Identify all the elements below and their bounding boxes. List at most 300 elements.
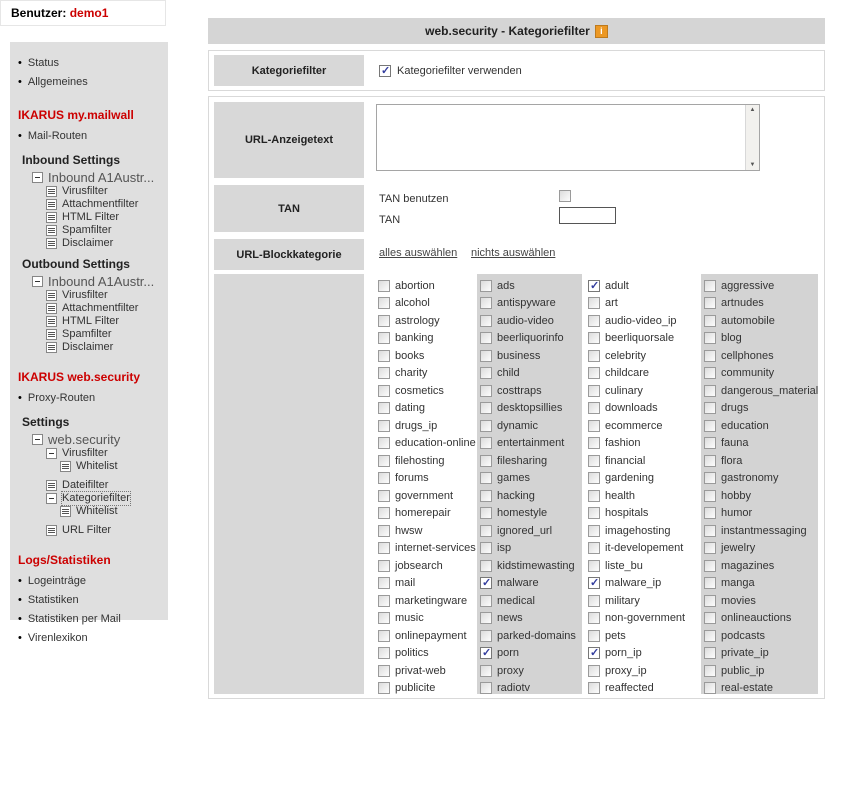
sidebar-item-inbound-settings [22, 153, 168, 167]
category-checkbox-mail[interactable] [378, 577, 390, 589]
tan-input[interactable] [559, 207, 616, 224]
category-checkbox-movies[interactable] [704, 595, 716, 607]
category-row [477, 627, 582, 645]
sidebar-item-label: Settings [22, 415, 70, 429]
sidebar-item-disclaimer[interactable] [46, 341, 168, 354]
textarea-scrollbar[interactable] [745, 105, 759, 170]
category-label: manga [721, 577, 755, 590]
category-checkbox-education-online[interactable] [378, 437, 390, 449]
category-row [585, 627, 698, 645]
info-icon[interactable]: i [595, 25, 608, 38]
category-row [375, 557, 474, 575]
category-label: filehosting [395, 454, 445, 467]
category-checkbox-proxy[interactable] [480, 665, 492, 677]
blockkategorie-label-spacer [214, 274, 364, 694]
category-checkbox-community[interactable] [704, 367, 716, 379]
category-checkbox-alcohol[interactable] [378, 297, 390, 309]
category-checkbox-gastronomy[interactable] [704, 472, 716, 484]
sidebar-item-label: Whitelist [76, 505, 118, 517]
category-row [477, 435, 582, 453]
category-checkbox-manga[interactable] [704, 577, 716, 589]
category-row [375, 627, 474, 645]
sidebar-item-label: Virusfilter [62, 289, 108, 301]
sidebar-item-virusfilter[interactable] [46, 447, 168, 460]
category-row [477, 540, 582, 558]
username: demo1 [69, 6, 109, 20]
category-checkbox-automobile[interactable] [704, 315, 716, 327]
category-row [477, 505, 582, 523]
category-label: humor [721, 507, 753, 520]
category-checkbox-radiotv[interactable] [480, 682, 492, 694]
sidebar-item-label: Whitelist [76, 460, 118, 472]
category-row [701, 417, 818, 435]
sidebar-item-statistiken[interactable] [18, 591, 168, 610]
sidebar-item-label: Spamfilter [62, 328, 112, 340]
list-icon[interactable] [46, 212, 57, 223]
url-blockkategorie-label: URL-Blockkategorie [214, 239, 364, 270]
category-checkbox-charity[interactable] [378, 367, 390, 379]
category-label: drugs_ip [395, 419, 438, 432]
category-checkbox-antispyware[interactable] [480, 297, 492, 309]
category-row [701, 487, 818, 505]
category-checkbox-it-developement[interactable] [588, 542, 600, 554]
category-checkbox-adult[interactable] [588, 280, 600, 292]
category-checkbox-beerliquorsale[interactable] [588, 332, 600, 344]
category-label: beerliquorsale [605, 332, 675, 345]
category-row [375, 592, 474, 610]
category-row [477, 417, 582, 435]
category-row [477, 365, 582, 383]
collapse-icon[interactable] [32, 172, 43, 183]
category-row [477, 522, 582, 540]
category-row [477, 400, 582, 418]
category-label: games [497, 472, 531, 485]
sidebar-item-label: Statistiken [27, 594, 79, 606]
category-label: community [721, 367, 775, 380]
sidebar-item-label: Disclaimer [62, 237, 114, 249]
category-checkbox-parked-domains[interactable] [480, 630, 492, 642]
sidebar-item-virusfilter[interactable] [46, 289, 168, 302]
category-checkbox-drugs-ip[interactable] [378, 420, 390, 432]
category-checkbox-books[interactable] [378, 350, 390, 362]
category-label: ads [497, 279, 515, 292]
category-row [585, 330, 698, 348]
category-checkbox-audio-video-ip[interactable] [588, 315, 600, 327]
category-checkbox-hobby[interactable] [704, 490, 716, 502]
category-label: jobsearch [395, 559, 443, 572]
category-row [701, 680, 818, 698]
category-row [701, 347, 818, 365]
category-checkbox-banking[interactable] [378, 332, 390, 344]
category-label: proxy_ip [605, 664, 647, 677]
category-checkbox-fashion[interactable] [588, 437, 600, 449]
category-checkbox-isp[interactable] [480, 542, 492, 554]
category-checkbox-ads[interactable] [480, 280, 492, 292]
sidebar-item-virusfilter[interactable] [46, 185, 168, 198]
sidebar-item-label: Mail-Routen [27, 130, 88, 142]
category-label: radiotv [497, 682, 531, 695]
category-checkbox-publicite[interactable] [378, 682, 390, 694]
category-row [375, 487, 474, 505]
category-label: ecommerce [605, 419, 663, 432]
sidebar-item-label: Virusfilter [62, 447, 108, 459]
category-checkbox-dynamic[interactable] [480, 420, 492, 432]
category-checkbox-gardening[interactable] [588, 472, 600, 484]
tan-benutzen-checkbox[interactable] [559, 190, 571, 202]
sidebar-item-status[interactable] [18, 54, 168, 73]
category-checkbox-onlinepayment[interactable] [378, 630, 390, 642]
category-checkbox-filesharing[interactable] [480, 455, 492, 467]
category-checkbox-malware-ip[interactable] [588, 577, 600, 589]
category-row [375, 680, 474, 698]
category-row [375, 470, 474, 488]
settings-section [208, 96, 825, 699]
category-checkbox-real-estate[interactable] [704, 682, 716, 694]
category-row [477, 487, 582, 505]
sidebar-item-virenlexikon[interactable] [18, 629, 168, 648]
category-row [477, 557, 582, 575]
category-checkbox-audio-video[interactable] [480, 315, 492, 327]
category-label: news [497, 612, 523, 625]
category-row [701, 365, 818, 383]
category-row [585, 435, 698, 453]
category-checkbox-kidstimewasting[interactable] [480, 560, 492, 572]
category-label: cosmetics [395, 384, 444, 397]
category-checkbox-porn[interactable] [480, 647, 492, 659]
sidebar-item-logeintr-ge[interactable] [18, 572, 168, 591]
category-checkbox-forums[interactable] [378, 472, 390, 484]
category-checkbox-financial[interactable] [588, 455, 600, 467]
sidebar-item-url-filter[interactable] [46, 524, 168, 537]
category-label: culinary [605, 384, 643, 397]
collapse-icon[interactable] [46, 493, 57, 504]
category-checkbox-culinary[interactable] [588, 385, 600, 397]
category-row [585, 522, 698, 540]
category-checkbox-blog[interactable] [704, 332, 716, 344]
category-row [477, 295, 582, 313]
category-row [585, 347, 698, 365]
category-checkbox-games[interactable] [480, 472, 492, 484]
category-label: real-estate [721, 682, 773, 695]
category-checkbox-childcare[interactable] [588, 367, 600, 379]
category-checkbox-politics[interactable] [378, 647, 390, 659]
category-label: mail [395, 577, 416, 590]
category-checkbox-medical[interactable] [480, 595, 492, 607]
sidebar-item-mail-routen[interactable] [18, 127, 168, 146]
category-row [585, 312, 698, 330]
category-checkbox-flora[interactable] [704, 455, 716, 467]
sidebar-item-inbound-a1austr[interactable] [32, 169, 168, 185]
category-label: forums [395, 472, 429, 485]
category-row [585, 592, 698, 610]
category-label: military [605, 594, 640, 607]
sidebar-item-label: Logs/Statistiken [18, 553, 111, 567]
category-checkbox-beerliquorinfo[interactable] [480, 332, 492, 344]
sidebar-item-outbound-settings [22, 257, 168, 271]
sidebar-nav [10, 42, 168, 644]
category-checkbox-homerepair[interactable] [378, 507, 390, 519]
category-row [701, 610, 818, 628]
category-label: gardening [605, 472, 654, 485]
collapse-icon[interactable] [46, 448, 57, 459]
category-checkbox-proxy-ip[interactable] [588, 665, 600, 677]
category-row [477, 312, 582, 330]
category-row [477, 610, 582, 628]
list-icon[interactable] [46, 316, 57, 327]
sidebar-item-spamfilter[interactable] [46, 224, 168, 237]
category-label: fauna [721, 437, 749, 450]
kategoriefilter-section [208, 50, 825, 91]
select-none-link[interactable]: nichts auswählen [471, 247, 556, 259]
collapse-icon[interactable] [32, 276, 43, 287]
category-checkbox-drugs[interactable] [704, 402, 716, 414]
category-checkbox-public-ip[interactable] [704, 665, 716, 677]
sidebar-item-proxy-routen[interactable] [18, 389, 168, 408]
sidebar-item-attachmentfilter[interactable] [46, 198, 168, 211]
sidebar-item-label: HTML Filter [62, 315, 120, 327]
category-row [701, 382, 818, 400]
page-title: web.security - Kategoriefilter [425, 24, 590, 38]
list-icon[interactable] [46, 525, 57, 536]
category-checkbox-hacking[interactable] [480, 490, 492, 502]
tan-section-label: TAN [214, 185, 364, 232]
category-row [375, 312, 474, 330]
sidebar-item-whitelist[interactable] [60, 460, 168, 473]
category-row [701, 295, 818, 313]
category-checkbox-entertainment[interactable] [480, 437, 492, 449]
category-checkbox-artnudes[interactable] [704, 297, 716, 309]
category-row [585, 645, 698, 663]
sidebar-item-attachmentfilter[interactable] [46, 302, 168, 315]
category-row [585, 680, 698, 698]
category-row [375, 505, 474, 523]
list-icon[interactable] [60, 506, 71, 517]
category-checkbox-imagehosting[interactable] [588, 525, 600, 537]
sidebar-item-allgemeines[interactable] [18, 73, 168, 92]
category-checkbox-magazines[interactable] [704, 560, 716, 572]
category-checkbox-jewelry[interactable] [704, 542, 716, 554]
scroll-down-icon[interactable]: ▼ [749, 162, 756, 168]
list-icon[interactable] [46, 225, 57, 236]
category-checkbox-hwsw[interactable] [378, 525, 390, 537]
category-row [585, 505, 698, 523]
category-checkbox-jobsearch[interactable] [378, 560, 390, 572]
category-label: aggressive [721, 279, 775, 292]
category-row [585, 662, 698, 680]
category-checkbox-abortion[interactable] [378, 280, 390, 292]
category-row [477, 330, 582, 348]
category-row [701, 540, 818, 558]
list-icon[interactable] [46, 186, 57, 197]
category-checkbox-government[interactable] [378, 490, 390, 502]
category-label: liste_bu [605, 559, 643, 572]
category-row [375, 452, 474, 470]
category-row [375, 610, 474, 628]
category-label: proxy [497, 664, 524, 677]
category-label: adult [605, 279, 629, 292]
category-label: artnudes [721, 297, 764, 310]
category-checkbox-podcasts[interactable] [704, 630, 716, 642]
category-checkbox-music[interactable] [378, 612, 390, 624]
category-checkbox-art[interactable] [588, 297, 600, 309]
sidebar-item-disclaimer[interactable] [46, 237, 168, 250]
sidebar-item-label: Spamfilter [62, 224, 112, 236]
sidebar-item-html-filter[interactable] [46, 315, 168, 328]
category-checkbox-onlineauctions[interactable] [704, 612, 716, 624]
category-label: dating [395, 402, 425, 415]
category-row [585, 470, 698, 488]
category-label: dynamic [497, 419, 538, 432]
category-label: ignored_url [497, 524, 553, 537]
category-checkbox-marketingware[interactable] [378, 595, 390, 607]
category-checkbox-homestyle[interactable] [480, 507, 492, 519]
sidebar-item-whitelist[interactable] [60, 505, 168, 518]
category-label: homerepair [395, 507, 451, 520]
category-row [701, 557, 818, 575]
category-checkbox-privat-web[interactable] [378, 665, 390, 677]
category-checkbox-health[interactable] [588, 490, 600, 502]
category-row [701, 330, 818, 348]
sidebar-item-statistiken-per-mail[interactable] [18, 610, 168, 629]
user-bar [0, 0, 166, 26]
category-label: parked-domains [497, 629, 576, 642]
category-row [585, 487, 698, 505]
category-label: private_ip [721, 647, 769, 660]
category-row [701, 400, 818, 418]
category-row [701, 452, 818, 470]
category-row [585, 417, 698, 435]
sidebar-item-label: Virenlexikon [27, 632, 88, 644]
category-label: medical [497, 594, 535, 607]
list-icon[interactable] [46, 303, 57, 314]
category-checkbox-ignored-url[interactable] [480, 525, 492, 537]
list-icon[interactable] [60, 461, 71, 472]
category-checkbox-ecommerce[interactable] [588, 420, 600, 432]
list-icon[interactable] [46, 238, 57, 249]
sidebar-item-label: Dateifilter [62, 479, 109, 491]
category-row [701, 662, 818, 680]
sidebar-item-inbound-a1austr[interactable] [32, 273, 168, 289]
category-checkbox-hospitals[interactable] [588, 507, 600, 519]
category-checkbox-dating[interactable] [378, 402, 390, 414]
category-row [585, 575, 698, 593]
sidebar-item-label: Inbound Settings [22, 153, 120, 167]
list-icon[interactable] [46, 329, 57, 340]
category-label: music [395, 612, 424, 625]
sidebar-item-logs-statistiken [18, 553, 168, 567]
sidebar-item-label: Proxy-Routen [27, 392, 96, 404]
category-checkbox-education[interactable] [704, 420, 716, 432]
category-checkbox-reaffected[interactable] [588, 682, 600, 694]
kategoriefilter-section-label: Kategoriefilter [214, 55, 364, 86]
category-label: public_ip [721, 664, 765, 677]
category-checkbox-pets[interactable] [588, 630, 600, 642]
sidebar-item-spamfilter[interactable] [46, 328, 168, 341]
category-checkbox-downloads[interactable] [588, 402, 600, 414]
category-checkbox-astrology[interactable] [378, 315, 390, 327]
category-label: education [721, 419, 769, 432]
category-checkbox-cellphones[interactable] [704, 350, 716, 362]
scroll-up-icon[interactable]: ▲ [749, 107, 756, 113]
list-icon[interactable] [46, 290, 57, 301]
category-label: jewelry [721, 542, 756, 555]
category-row [375, 522, 474, 540]
collapse-icon[interactable] [32, 434, 43, 445]
category-label: homestyle [497, 507, 548, 520]
category-row [375, 645, 474, 663]
category-label: entertainment [497, 437, 565, 450]
category-checkbox-child[interactable] [480, 367, 492, 379]
category-label: celebrity [605, 349, 646, 362]
category-row [701, 522, 818, 540]
category-row [375, 295, 474, 313]
list-icon[interactable] [46, 342, 57, 353]
category-column-2 [477, 274, 582, 694]
category-checkbox-malware[interactable] [480, 577, 492, 589]
category-checkbox-porn-ip[interactable] [588, 647, 600, 659]
sidebar-item-label: Kategoriefilter [62, 492, 130, 504]
category-checkbox-instantmessaging[interactable] [704, 525, 716, 537]
category-checkbox-costtraps[interactable] [480, 385, 492, 397]
category-checkbox-desktopsillies[interactable] [480, 402, 492, 414]
category-row [375, 277, 474, 295]
category-row [477, 452, 582, 470]
category-row [477, 277, 582, 295]
category-row [477, 575, 582, 593]
sidebar-item-label: Status [27, 57, 60, 69]
category-checkbox-filehosting[interactable] [378, 455, 390, 467]
category-label: gastronomy [721, 472, 779, 485]
category-checkbox-fauna[interactable] [704, 437, 716, 449]
category-label: hwsw [395, 524, 423, 537]
category-label: internet-services [395, 542, 476, 555]
sidebar-item-label: Statistiken per Mail [27, 613, 121, 625]
sidebar-item-label: Attachmentfilter [62, 198, 139, 210]
category-checkbox-non-government[interactable] [588, 612, 600, 624]
category-checkbox-private-ip[interactable] [704, 647, 716, 659]
category-checkbox-aggressive[interactable] [704, 280, 716, 292]
sidebar-item-web-security[interactable] [32, 431, 168, 447]
list-icon[interactable] [46, 480, 57, 491]
category-checkbox-humor[interactable] [704, 507, 716, 519]
category-label: antispyware [497, 297, 556, 310]
category-label: reaffected [605, 682, 654, 695]
category-checkbox-celebrity[interactable] [588, 350, 600, 362]
select-all-link[interactable]: alles auswählen [379, 247, 458, 259]
kategoriefilter-verwenden-checkbox[interactable] [379, 65, 391, 77]
sidebar-item-html-filter[interactable] [46, 211, 168, 224]
sidebar-item-label: URL Filter [62, 524, 112, 536]
category-checkbox-military[interactable] [588, 595, 600, 607]
category-checkbox-liste-bu[interactable] [588, 560, 600, 572]
category-row [477, 645, 582, 663]
url-anzeigetext-textarea[interactable] [376, 104, 760, 171]
sidebar-item-settings [22, 415, 168, 429]
sidebar-item-label: Inbound A1Austr... [48, 169, 155, 185]
category-checkbox-internet-services[interactable] [378, 542, 390, 554]
category-row [375, 365, 474, 383]
category-row [375, 347, 474, 365]
sidebar-item-dateifilter[interactable] [46, 479, 168, 492]
sidebar-item-kategoriefilter[interactable] [46, 492, 168, 505]
category-checkbox-news[interactable] [480, 612, 492, 624]
page-header [208, 18, 825, 44]
list-icon[interactable] [46, 199, 57, 210]
category-column-4 [701, 274, 818, 694]
category-checkbox-dangerous-material[interactable] [704, 385, 716, 397]
category-checkbox-business[interactable] [480, 350, 492, 362]
category-checkbox-cosmetics[interactable] [378, 385, 390, 397]
